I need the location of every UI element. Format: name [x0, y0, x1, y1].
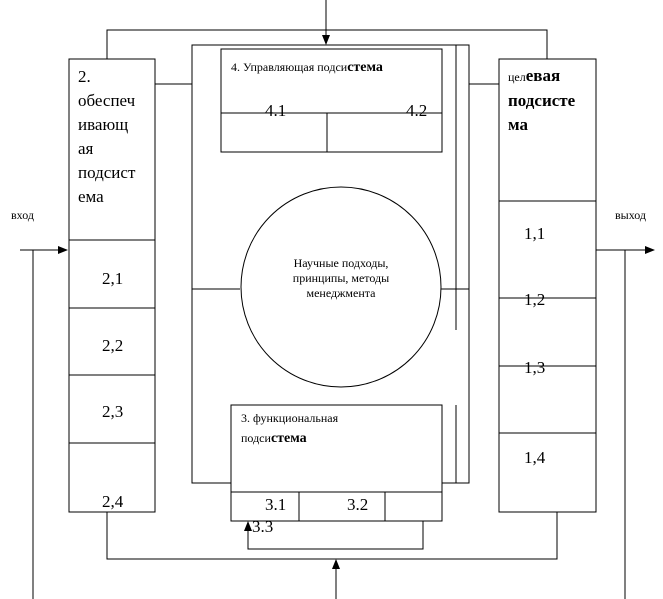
target-item: 1,2	[524, 290, 546, 309]
functional-feedback	[248, 521, 423, 549]
functional-item: 3.2	[347, 495, 369, 514]
output-label: выход	[615, 208, 647, 222]
functional-title-line1: 3. функциональная	[241, 411, 339, 425]
supporting-item: 2,4	[102, 492, 124, 511]
supporting-title: 2. обеспеч ивающ ая подсист ема	[78, 67, 136, 206]
input-label: вход	[11, 208, 34, 222]
target-title: целевая подсисте ма	[508, 66, 576, 134]
functional-item: 3.3	[252, 517, 274, 536]
control-item: 4.2	[406, 101, 428, 120]
functional-item: 3.1	[265, 495, 287, 514]
supporting-item: 2,2	[102, 336, 124, 355]
control-item: 4.1	[265, 101, 287, 120]
control-title: 4. Управляющая подсистема	[231, 60, 383, 75]
supporting-item: 2,3	[102, 402, 124, 421]
target-item: 1,3	[524, 358, 546, 377]
functional-title-line2: подсистема	[241, 431, 307, 446]
target-item: 1,4	[524, 448, 546, 467]
target-item: 1,1	[524, 224, 546, 243]
methods-text: Научные подходы, принципы, методы менеджмента	[292, 256, 390, 300]
supporting-item: 2,1	[102, 269, 124, 288]
